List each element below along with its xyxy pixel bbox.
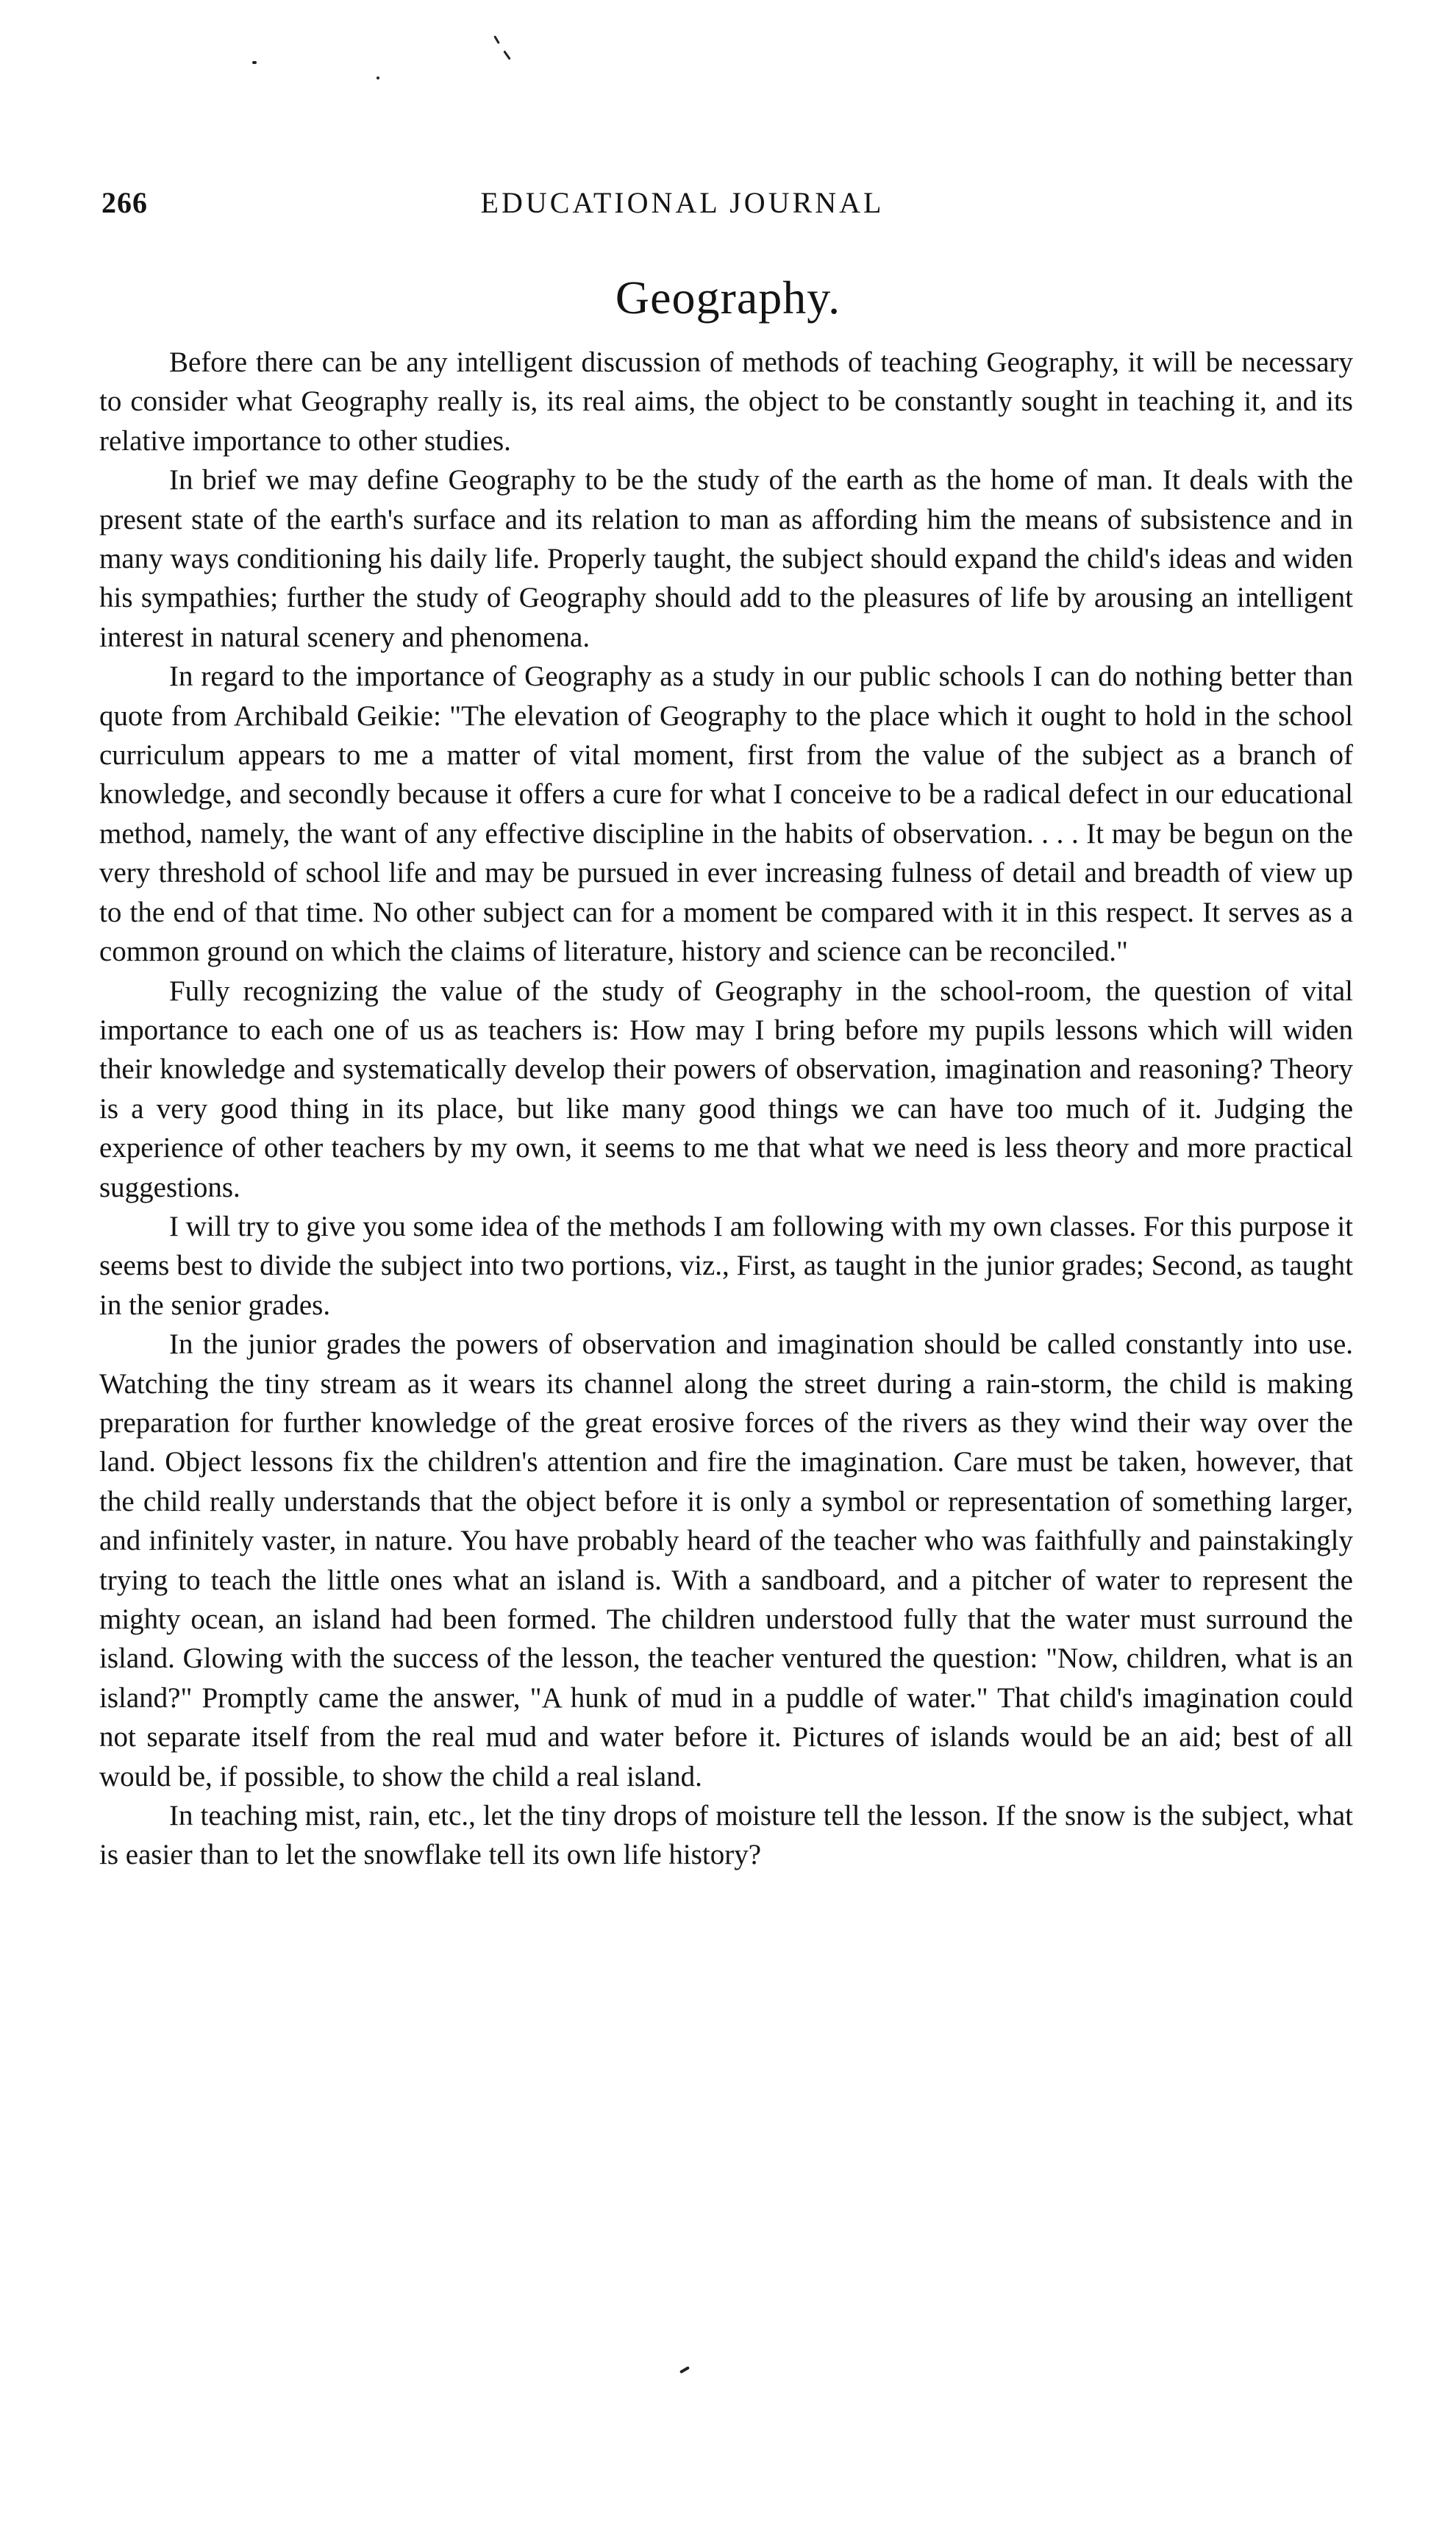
paragraph: In teaching mist, rain, etc., let the tiny drops of moisture tell the lesson. If the snow is the subject, what is easier than to let the snowflake tell its own life history? xyxy=(99,1800,1353,1871)
print-speck xyxy=(493,35,500,44)
article-body xyxy=(99,343,1353,1875)
running-head: EDUCATIONAL JOURNAL xyxy=(480,186,885,219)
paragraph: I will try to give you some idea of the methods I am following with my own classes. For this purpose it seems best to divide the subject into two portions, viz., First, as taught in the junior grades; Second, as taught in the senior grades. xyxy=(99,1210,1353,1321)
paragraph: In brief we may define Geography to be the study of the earth as the home of man. It deals with the present state of the earth's surface and its relation to man as affording him the means of subsistence and in many ways conditioning his daily life. Properly taught, the subject should expand the child's ideas and widen his sympathies; further the study of Geography should add to the pleasures of life by arousing an intelligent interest in natural scenery and phenomena. xyxy=(99,464,1353,653)
paragraph: Fully recognizing the value of the study of Geography in the school-room, the question of vital importance to each one of us as teachers is: How may I bring before my pupils lessons which will widen their knowledge and systematically develop their powers of observation, imagination and reasoning? Theory is a very good thing in its place, but like many good things we can have too much of it. Judging the experience of other teachers by my own, it seems to me that what we need is less theory and more practical suggestions. xyxy=(99,975,1353,1203)
print-speck xyxy=(252,61,257,64)
article-title: Geography. xyxy=(615,271,841,324)
print-speck xyxy=(503,50,510,60)
paragraph: In regard to the importance of Geography as a study in our public schools I can do nothing better than quote from Archibald Geikie: "The elevation of Geography to the place which it ought to hold in the school curriculum appears to me a matter of vital moment, first from the value of the subject as a branch of knowledge, and secondly because it offers a cure for what I conceive to be a radical defect in our educational method, namely, the want of any effective discipline in the habits of observation. . . . It may be begun on the very threshold of school life and may be pursued in ever increasing fulness of detail and breadth of view up to the end of that time. No other subject can for a moment be compared with it in this respect. It serves as a common ground on which the claims of literature, history and science can be reconciled." xyxy=(99,661,1353,968)
page-number: 266 xyxy=(101,186,148,219)
print-speck xyxy=(377,76,379,79)
paragraph: Before there can be any intelligent discussion of methods of teaching Geography, it will be necessary to consider what Geography really is, its real aims, the object to be constantly sought in teaching it, and its relative importance to other studies. xyxy=(99,346,1353,457)
page-header xyxy=(101,185,1352,229)
print-speck xyxy=(679,2366,690,2374)
paragraph: In the junior grades the powers of observation and imagination should be called constantly into use. Watching the tiny stream as it wears its channel along the street during a rain-storm, the child is making preparation for further knowledge of the great erosive forces of the rivers as they wind their way over the land. Object lessons fix the children's attention and fire the imagination. Care must be taken, however, that the child really understands that the object before it is only a symbol or representation of something larger, and infinitely vaster, in nature. You have probably heard of the teacher who was faithfully and painstakingly trying to teach the little ones what an island is. With a sandboard, and a pitcher of water to represent the mighty ocean, an island had been formed. The children understood fully that the water must surround the island. Glowing with the success of the lesson, the teacher ventured the question: "Now, children, what is an island?" Promptly came the answer, "A hunk of mud in a puddle of water." That child's imagination could not separate itself from the real mud and water before it. Pictures of islands would be an aid; best of all would be, if possible, to show the child a real island. xyxy=(99,1328,1353,1792)
